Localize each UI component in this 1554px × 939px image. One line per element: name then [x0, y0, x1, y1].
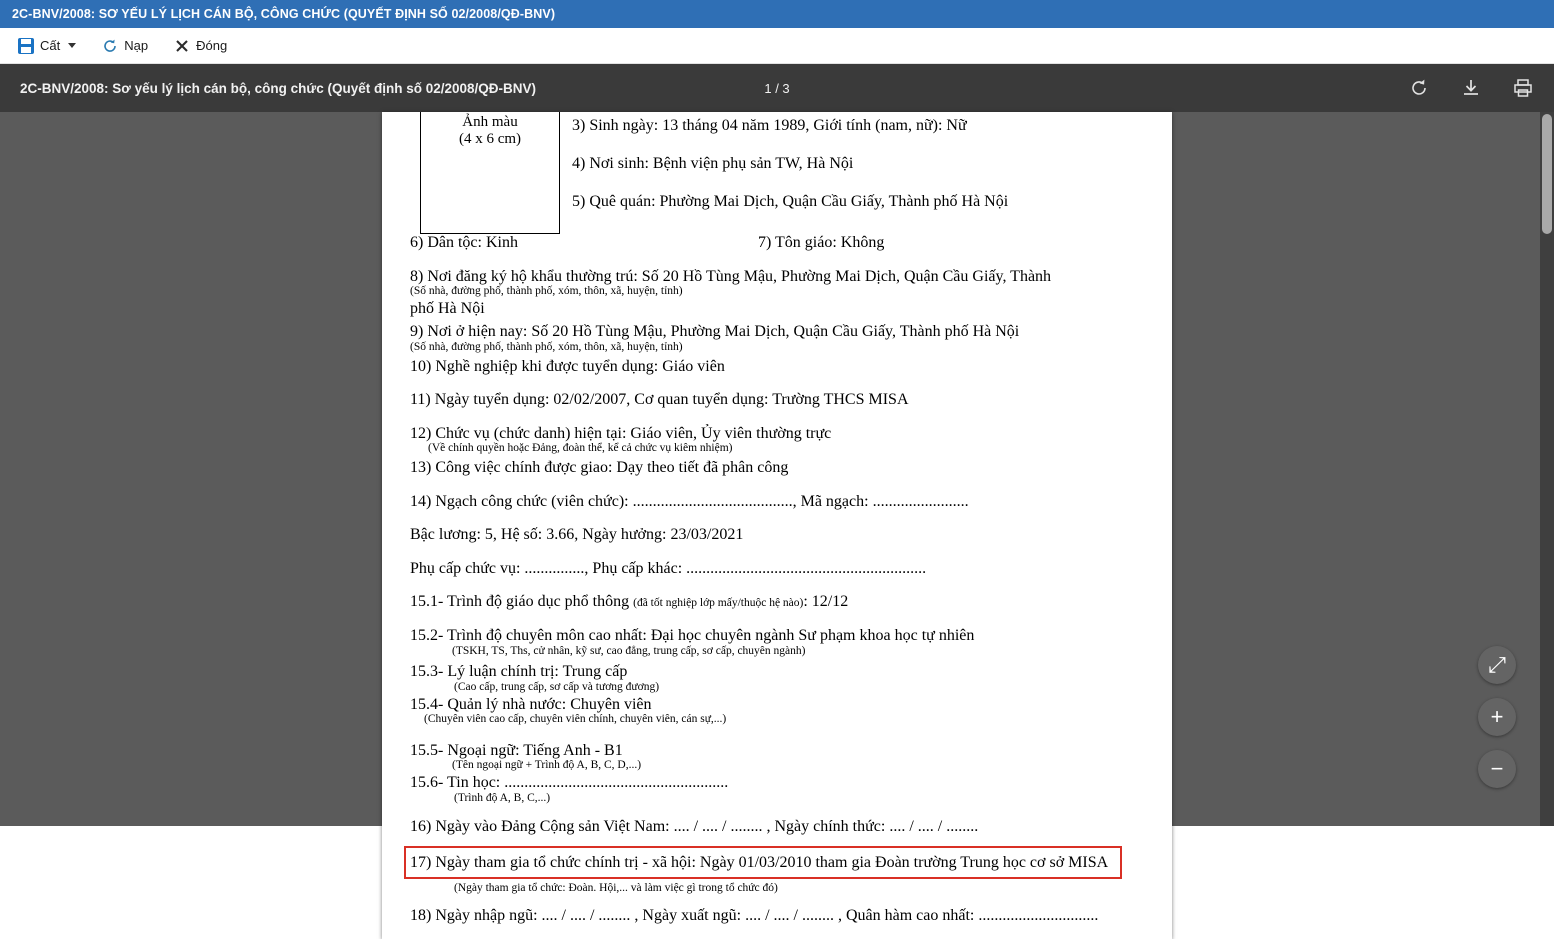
scrollbar-thumb[interactable]	[1542, 114, 1552, 234]
field-5-hometown: 5) Quê quán: Phường Mai Dịch, Quận Cầu Giấy, Thành phố Hà Nội	[572, 193, 1009, 210]
field-9-text: 9) Nơi ở hiện nay: Số 20 Hồ Tùng Mậu, Phường Mai Dịch, Quận Cầu Giấy, Thành phố Hà Nội	[410, 323, 1020, 341]
field-3-birth: 3) Sinh ngày: 13 tháng 04 năm 1989, Giới tính (nam, nữ): Nữ	[572, 117, 967, 134]
field-15-6-text: 15.6- Tin học: ........................................................	[410, 773, 729, 791]
close-icon	[174, 38, 190, 54]
field-11-recruitment: 11) Ngày tuyển dụng: 02/02/2007, Cơ quan tuyển dụng: Trường THCS MISA	[410, 391, 909, 409]
field-10-occupation: 10) Nghề nghiệp khi được tuyển dụng: Giáo viên	[410, 357, 725, 375]
field-15-4-text: 15.4- Quản lý nhà nước: Chuyên viên	[410, 695, 652, 713]
document-body	[410, 232, 1144, 927]
field-15-1-value: : 12/12	[803, 593, 849, 611]
zoom-in-button[interactable]: +	[1478, 698, 1516, 736]
zoom-out-button[interactable]: −	[1478, 750, 1516, 788]
field-15-5-hint: (Tên ngoại ngữ + Trình độ A, B, C, D,...)	[452, 759, 642, 772]
field-9-current-residence	[410, 321, 1144, 353]
field-4-birthplace: 4) Nơi sinh: Bệnh viện phụ sản TW, Hà Nội	[572, 155, 854, 172]
save-icon	[18, 38, 34, 54]
field-13-main-work: 13) Công việc chính được giao: Dạy theo tiết đã phân công	[410, 459, 789, 477]
field-8-text: 8) Nơi đăng ký hộ khẩu thường trú: Số 20 Hồ Tùng Mậu, Phường Mai Dịch, Quận Cầu Giấy, Thành	[410, 267, 1052, 285]
field-15-5-text: 15.5- Ngoại ngữ: Tiếng Anh - B1	[410, 741, 623, 759]
field-15-6-hint: (Trình độ A, B, C,...)	[454, 791, 551, 804]
field-16-party-date: 16) Ngày vào Đảng Cộng sản Việt Nam: .... / .... / ........ , Ngày chính thức: .... / .... / ........	[410, 818, 979, 836]
photo-box-line1: Ảnh màu	[462, 114, 518, 130]
field-18-military: 18) Ngày nhập ngũ: .... / .... / ........ , Ngày xuất ngũ: .... / .... / ........ , Quân hàm cao nhất: ..............................	[410, 907, 1099, 925]
field-17-highlight	[404, 846, 1122, 880]
window-title: 2C-BNV/2008: SƠ YẾU LÝ LỊCH CÁN BỘ, CÔNG CHỨC (QUYẾT ĐỊNH SỐ 02/2008/QĐ-BNV)	[12, 7, 556, 21]
reload-button[interactable]	[94, 33, 156, 59]
save-button[interactable]	[10, 33, 84, 59]
pdf-document-title: 2C-BNV/2008: Sơ yếu lý lịch cán bộ, công chức (Quyết định số 02/2008/QĐ-BNV)	[20, 80, 537, 96]
field-salary-grade: Bậc lương: 5, Hệ số: 3.66, Ngày hưởng: 23/03/2021	[410, 526, 744, 544]
field-15-3-hint: (Cao cấp, trung cấp, sơ cấp và tương đương)	[454, 680, 660, 693]
fit-to-page-button[interactable]: ⤢	[1478, 646, 1516, 684]
field-12-text: 12) Chức vụ (chức danh) hiện tại: Giáo viên, Ủy viên thường trực	[410, 424, 832, 442]
field-15-2-specialization	[410, 625, 1144, 657]
pdf-viewer-area[interactable]	[0, 112, 1554, 925]
field-15-2-hint: (TSKH, TS, Ths, cử nhân, kỹ sư, cao đẳng, trung cấp, sơ cấp, chuyên ngành)	[452, 644, 806, 657]
photo-placeholder-box	[420, 112, 560, 234]
field-15-1-education	[410, 591, 1144, 613]
field-8-hint: (Số nhà, đường phố, thành phố, xóm, thôn, xã, huyện, tỉnh)	[410, 285, 683, 298]
field-7-religion: 7) Tôn giáo: Không	[757, 234, 885, 251]
close-button[interactable]	[166, 33, 235, 59]
close-button-label: Đóng	[196, 38, 228, 53]
field-15-4-hint: (Chuyên viên cao cấp, chuyên viên chính, chuyên viên, cán sự,...)	[424, 713, 727, 726]
pdf-page-indicator: 1 / 3	[764, 80, 790, 96]
field-15-4-state-management	[410, 694, 1144, 726]
rotate-icon[interactable]	[1408, 77, 1430, 99]
reload-button-label: Nạp	[124, 38, 149, 53]
field-15-6-informatics	[410, 772, 1144, 804]
field-15-3-text: 15.3- Lý luận chính trị: Trung cấp	[410, 663, 628, 681]
field-15-2-text: 15.2- Trình độ chuyên môn cao nhất: Đại học chuyên ngành Sư phạm khoa học tự nhiên	[410, 627, 975, 645]
photo-box-line2: (4 x 6 cm)	[458, 131, 522, 147]
download-icon[interactable]	[1460, 77, 1482, 99]
print-icon[interactable]	[1512, 77, 1534, 99]
pdf-viewer-toolbar	[0, 64, 1554, 112]
field-6-7-row	[410, 232, 1144, 254]
zoom-control-group	[1478, 646, 1516, 788]
top-right-fields	[572, 118, 1144, 210]
pdf-action-group	[1408, 77, 1534, 99]
field-9-hint: (Số nhà, đường phố, thành phố, xóm, thôn, xã, huyện, tỉnh)	[410, 341, 683, 354]
vertical-scrollbar[interactable]	[1540, 112, 1554, 826]
field-12-hint: (Về chính quyền hoặc Đảng, đoàn thể, kể cả chức vụ kiêm nhiệm)	[428, 442, 733, 455]
field-14-civil-rank: 14) Ngạch công chức (viên chức): ........................................, Mã ngạch: ........................	[410, 492, 969, 510]
refresh-icon	[102, 38, 118, 54]
field-12-position	[410, 423, 1144, 455]
window-title-bar	[0, 0, 1554, 28]
field-17-text: 17) Ngày tham gia tổ chức chính trị - xã hội: Ngày 01/03/2010 tham gia Đoàn trường Trung học cơ sở MISA	[410, 853, 1109, 871]
field-6-ethnicity: 6) Dân tộc: Kinh	[410, 234, 518, 251]
save-button-label: Cất	[40, 38, 61, 53]
field-15-1-hint: (đã tốt nghiệp lớp mấy/thuộc hệ nào)	[633, 597, 804, 610]
field-allowance: Phụ cấp chức vụ: ..............., Phụ cấp khác: ............................................................	[410, 559, 927, 577]
pdf-page	[382, 112, 1172, 939]
command-toolbar	[0, 28, 1554, 64]
field-8-continuation: phố Hà Nội	[410, 299, 485, 317]
field-15-1-label: 15.1- Trình độ giáo dục phổ thông	[410, 593, 630, 611]
field-17-hint: (Ngày tham gia tổ chức: Đoàn. Hội,... và làm việc gì trong tổ chức đó)	[454, 882, 778, 895]
chevron-down-icon[interactable]	[68, 43, 76, 48]
field-15-3-political-theory	[410, 661, 1144, 693]
field-15-5-foreign-language	[410, 740, 1144, 772]
field-8-registered-residence	[410, 266, 1144, 320]
